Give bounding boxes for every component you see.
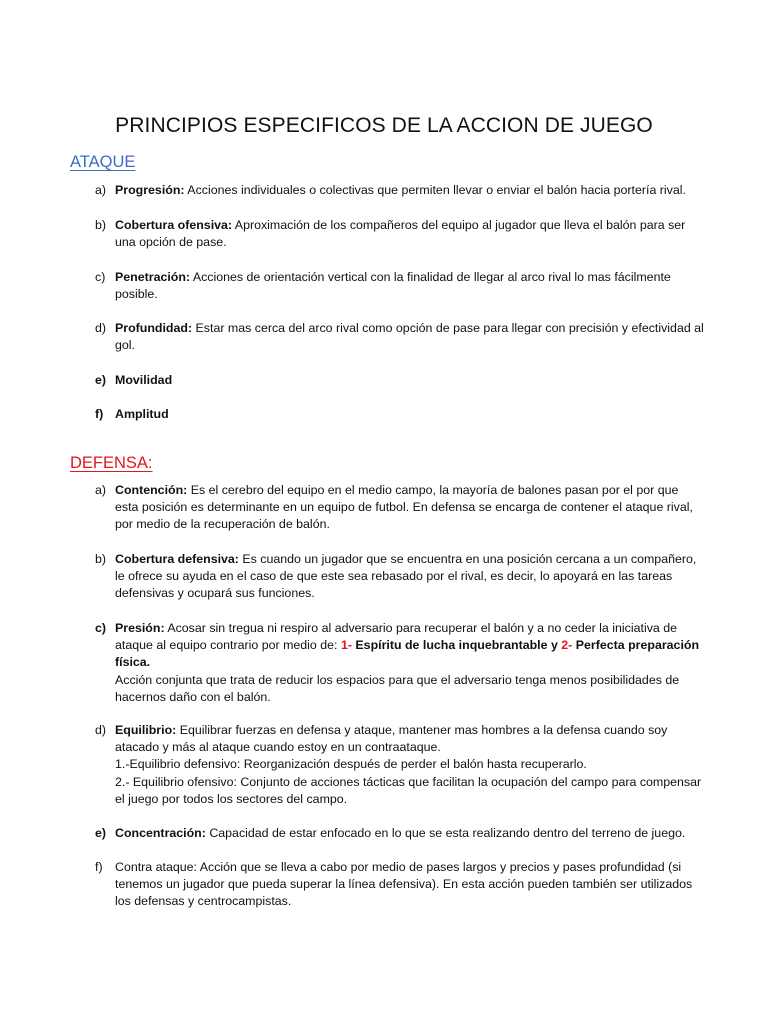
- defense-item-contra-ataque: [95, 859, 705, 911]
- defense-heading: DEFENSA:: [70, 454, 153, 472]
- item-marker: a): [95, 483, 107, 497]
- item-text: Acciones individuales o colectivas que permiten llevar o enviar el balón hacia portería rival.: [184, 183, 686, 197]
- defense-item-equilibrio: [95, 722, 705, 808]
- item-term: Profundidad:: [115, 321, 193, 335]
- item-text: Es el cerebro del equipo en el medio campo, la mayoría de balones pasan por el por que esta posición es determinante en un equipo de futbol. En defensa se encarga de contener el ataque rival, por medio de la recuperación de balón.: [115, 483, 693, 532]
- item-marker: f): [95, 407, 104, 421]
- item-marker: c): [95, 621, 107, 635]
- item-marker: e): [95, 826, 107, 840]
- item-term: Amplitud: [115, 407, 169, 421]
- item-term: Contención:: [115, 483, 188, 497]
- point-text-1: Espíritu de lucha inquebrantable y: [351, 638, 562, 653]
- item-marker: f): [95, 860, 103, 874]
- item-marker: d): [95, 723, 107, 737]
- item-term: Movilidad: [115, 373, 173, 387]
- item-text: Estar mas cerca del arco rival como opción de pase para llegar con precisión y efectividad al gol.: [115, 321, 704, 353]
- attack-item-progresion: [95, 182, 705, 199]
- item-marker: e): [95, 373, 107, 387]
- point-number-2: 2-: [561, 638, 573, 653]
- item-marker: c): [95, 270, 106, 284]
- attack-item-cobertura-ofensiva: [95, 217, 705, 251]
- attack-item-penetracion: [95, 269, 705, 303]
- item-subline-2: 2.- Equilibrio ofensivo: Conjunto de acciones tácticas que facilitan la ocupación del campo para compensar el juego por todos los sectores del campo.: [115, 774, 702, 806]
- item-text: Acción que se lleva a cabo por medio de pases largos y precios y pases profundidad (si tenemos un jugador que pueda superar la línea defensiva). En esta acción pueden también ser utilizados los defensas y centrocampistas.: [115, 860, 693, 909]
- defense-item-concentracion: [95, 825, 705, 842]
- defense-item-contencion: [95, 482, 705, 534]
- attack-item-movilidad: [95, 372, 705, 389]
- item-term: Cobertura defensiva:: [115, 552, 239, 566]
- item-term: Concentración:: [115, 826, 206, 840]
- item-extra-text: Acción conjunta que trata de reducir los espacios para que el adversario tenga menos posibilidades de hacernos daño con el balón.: [115, 672, 680, 704]
- item-text: Acosar sin tregua ni respiro al adversario para recuperar el balón y a no ceder la iniciativa de ataque al equipo contrario por medio de:: [115, 621, 678, 653]
- defense-item-cobertura-defensiva: [95, 551, 705, 603]
- item-text: Equilibrar fuerzas en defensa y ataque, mantener mas hombres a la defensa cuando soy atacado y más al ataque cuando estoy en un contraataque.: [115, 723, 668, 755]
- item-marker: b): [95, 218, 107, 232]
- item-term: Contra ataque:: [115, 860, 197, 874]
- attack-heading: ATAQUE: [70, 153, 136, 171]
- item-text: Es cuando un jugador que se encuentra en una posición cercana a un compañero, le ofrece su ayuda en el caso de que este sea rebasado por el rival, es decir, lo apoyará en las tareas defensivas y ocupará sus funciones.: [115, 552, 697, 601]
- attack-item-profundidad: [95, 320, 705, 354]
- item-text: Aproximación de los compañeros del equipo al jugador que lleva el balón para ser una opción de pase.: [115, 218, 686, 250]
- item-marker: a): [95, 183, 107, 197]
- point-text-2: Perfecta preparación física.: [115, 638, 700, 670]
- item-text: Acciones de orientación vertical con la finalidad de llegar al arco rival lo mas fácilmente posible.: [115, 270, 671, 302]
- point-number-1: 1-: [340, 638, 352, 653]
- item-marker: d): [95, 321, 107, 335]
- item-text: Capacidad de estar enfocado en lo que se esta realizando dentro del terreno de juego.: [205, 826, 686, 840]
- item-term: Penetración:: [115, 270, 191, 284]
- item-subline-1: 1.-Equilibrio defensivo: Reorganización después de perder el balón hasta recuperarlo.: [115, 757, 587, 772]
- page-title: PRINCIPIOS ESPECIFICOS DE LA ACCION DE JUEGO: [115, 114, 653, 137]
- item-term: Presión:: [115, 621, 165, 635]
- defense-item-presion: [95, 620, 705, 706]
- item-term: Cobertura ofensiva:: [115, 218, 233, 232]
- item-marker: b): [95, 552, 107, 566]
- item-term: Equilibrio:: [115, 723, 177, 737]
- attack-item-amplitud: [95, 406, 705, 423]
- item-term: Progresión:: [115, 183, 185, 197]
